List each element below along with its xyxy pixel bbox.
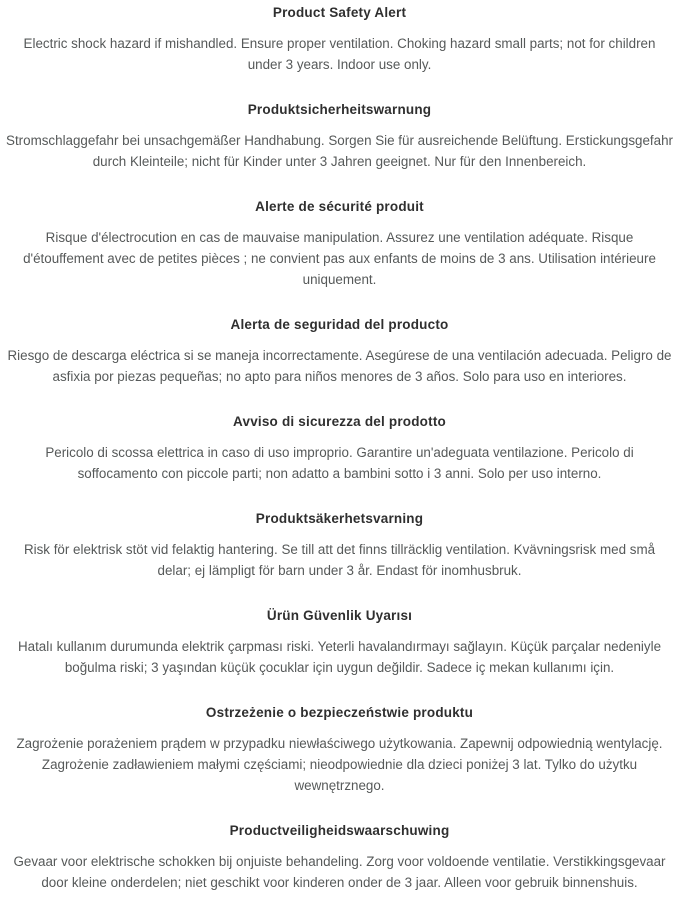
section-body: Zagrożenie porażeniem prądem w przypadku niewłaściwego użytkowania. Zapewnij odpowiednią wentylację. Zagrożenie zadławieniem małymi częściami; nieodpowiednie dla dzieci poniżej 3 lat. Tylko do użytku wewnętrznego. [16,736,663,793]
section-body: Stromschlaggefahr bei unsachgemäßer Handhabung. Sorgen Sie für ausreichende Belüftung. Erstickungsgefahr durch Kleinteile; nicht für Kinder unter 3 Jahren geeignet. Nur für den Innenbereich. [6,133,673,169]
section-heading: Alerta de seguridad del producto [230,317,449,332]
safety-section-french [6,199,673,290]
section-heading: Produktsicherheitswarnung [247,102,432,117]
safety-section-german [6,102,673,172]
section-heading: Productveiligheidswaarschuwing [229,823,450,838]
section-body: Risque d'électrocution en cas de mauvaise manipulation. Assurez une ventilation adéquate. Risque d'étouffement avec de petites pièces ; ne convient pas aux enfants de moins de 3 ans. Utilisation intérieure uniquement. [23,230,656,287]
section-heading: Ürün Güvenlik Uyarısı [266,608,413,623]
section-heading: Product Safety Alert [272,5,407,20]
safety-section-english [6,5,673,75]
section-body: Pericolo di scossa elettrica in caso di uso improprio. Garantire un'adeguata ventilazione. Pericolo di soffocamento con piccole parti; non adatto a bambini sotto i 3 anni. Solo per uso interno. [45,445,634,481]
safety-section-italian [6,414,673,484]
section-body: Electric shock hazard if mishandled. Ensure proper ventilation. Choking hazard small parts; not for children under 3 years. Indoor use only. [23,36,656,72]
safety-section-polish [6,705,673,796]
section-body: Riesgo de descarga eléctrica si se maneja incorrectamente. Asegúrese de una ventilación adecuada. Peligro de asfixia por piezas pequeñas; no apto para niños menores de 3 años. Solo para uso en interiores. [7,348,672,384]
safety-section-turkish [6,608,673,678]
safety-section-spanish [6,317,673,387]
section-heading: Ostrzeżenie o bezpieczeństwie produktu [205,705,474,720]
section-body: Risk för elektrisk stöt vid felaktig hantering. Se till att det finns tillräcklig ventilation. Kvävningsrisk med små delar; ej lämpligt för barn under 3 år. Endast för inomhusbruk. [23,542,656,578]
section-heading: Alerte de sécurité produit [255,199,424,214]
safety-section-swedish [6,511,673,581]
section-heading: Produktsäkerhetsvarning [255,511,424,526]
section-heading: Avviso di sicurezza del prodotto [233,414,446,429]
section-body: Gevaar voor elektrische schokken bij onjuiste behandeling. Zorg voor voldoende ventilatie. Verstikkingsgevaar door kleine onderdelen; niet geschikt voor kinderen onder de 3 jaar. Alleen voor gebruik binnenshuis. [13,854,666,890]
section-body: Hatalı kullanım durumunda elektrik çarpması riski. Yeterli havalandırmayı sağlayın. Küçük parçalar nedeniyle boğulma riski; 3 yaşından küçük çocuklar için uygun değildir. Sadece iç mekan kullanımı için. [17,639,662,675]
safety-section-dutch [6,823,673,893]
